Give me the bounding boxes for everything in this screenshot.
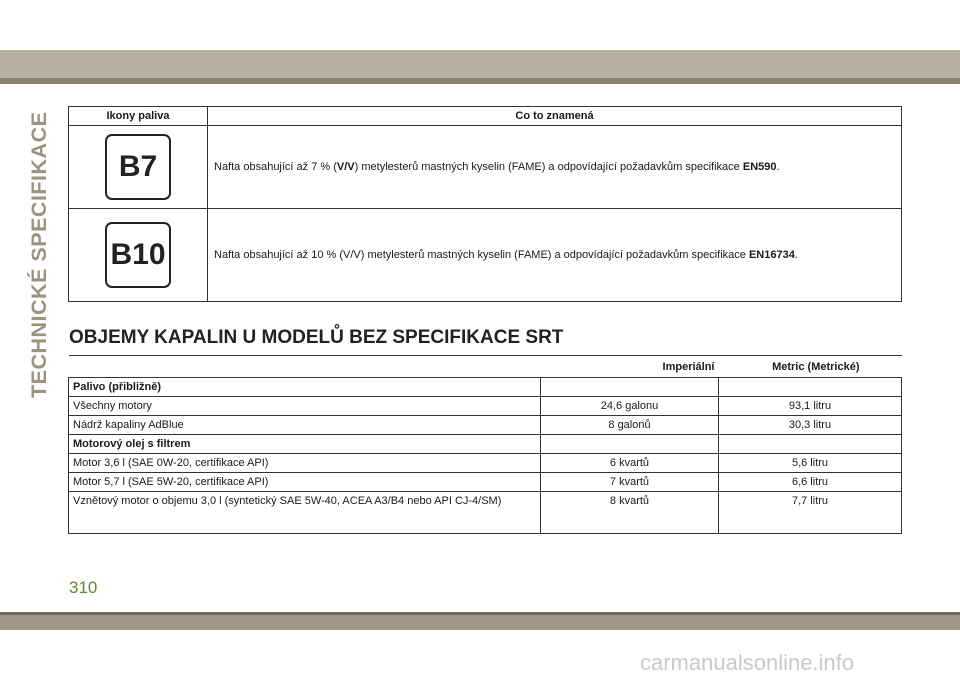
- imperial-value: [541, 378, 719, 397]
- table-row: [69, 378, 902, 397]
- footer-band: [0, 612, 960, 630]
- watermark-text: carmanualsonline.info: [640, 650, 855, 675]
- header-band: [0, 50, 960, 84]
- metric-value: 7,7 litru: [719, 492, 902, 534]
- footer-band-line: [0, 612, 960, 615]
- desc-text: Nafta obsahující až 7 % (: [214, 161, 337, 173]
- fuel-header-meaning: Co to znamená: [208, 107, 902, 126]
- metric-value: 30,3 litru: [719, 416, 902, 435]
- header-band-line: [0, 78, 960, 84]
- row-label: Palivo (přibližně): [69, 378, 541, 397]
- table-row: [69, 473, 902, 492]
- row-label: Motor 3,6 l (SAE 0W-20, certifikace API): [69, 454, 541, 473]
- header-item: [69, 356, 541, 378]
- b10-fuel-icon: B10: [105, 222, 171, 288]
- section-title: OBJEMY KAPALIN U MODELŮ BEZ SPECIFIKACE SRT: [69, 327, 564, 348]
- metric-value: 93,1 litru: [719, 397, 902, 416]
- fuel-row-b10: [69, 209, 902, 302]
- metric-value: [719, 435, 902, 454]
- row-label: Všechny motory: [69, 397, 541, 416]
- fuel-description-b7: [208, 126, 902, 209]
- fuel-icon-cell: [69, 126, 208, 209]
- desc-text: ) metylesterů mastných kyselin (FAME) a odpovídající požadavkům specifikace: [354, 161, 743, 173]
- imperial-value: [541, 435, 719, 454]
- capacities-header-row: [69, 356, 902, 378]
- table-row: [69, 435, 902, 454]
- b7-fuel-icon: B7: [105, 134, 171, 200]
- desc-bold: V/V: [336, 161, 355, 173]
- desc-text: .: [794, 249, 798, 261]
- fuel-header-icons: Ikony paliva: [69, 107, 208, 126]
- imperial-value: 24,6 galonu: [541, 397, 719, 416]
- row-label: Motor 5,7 l (SAE 5W-20, certifikace API): [69, 473, 541, 492]
- metric-value: 6,6 litru: [719, 473, 902, 492]
- imperial-value: 6 kvartů: [541, 454, 719, 473]
- header-metric: Metric (Metrické): [719, 356, 902, 378]
- fuel-icon-cell: [69, 209, 208, 302]
- row-label: Vznětový motor o objemu 3,0 l (syntetický SAE 5W-40, ACEA A3/B4 nebo API CJ-4/SM): [69, 492, 541, 534]
- fuel-row-b7: [69, 126, 902, 209]
- metric-value: 5,6 litru: [719, 454, 902, 473]
- fuel-icons-table: [68, 106, 902, 302]
- spec-code: EN590: [742, 161, 777, 173]
- table-row: [69, 454, 902, 473]
- fluid-capacities-table: [68, 355, 902, 534]
- spec-code: EN16734: [748, 249, 795, 261]
- imperial-value: 7 kvartů: [541, 473, 719, 492]
- imperial-value: 8 galonů: [541, 416, 719, 435]
- header-imperial: Imperiální: [541, 356, 719, 378]
- desc-text: .: [776, 161, 780, 173]
- metric-value: [719, 378, 902, 397]
- chapter-side-title: TECHNICKÉ SPECIFIKACE: [27, 111, 51, 398]
- row-label: Motorový olej s filtrem: [69, 435, 541, 454]
- table-row: [69, 397, 902, 416]
- table-row: [69, 416, 902, 435]
- fuel-description-b10: [208, 209, 902, 302]
- imperial-value: 8 kvartů: [541, 492, 719, 534]
- table-row: [69, 492, 902, 534]
- page-number: 310: [69, 578, 98, 597]
- row-label: Nádrž kapaliny AdBlue: [69, 416, 541, 435]
- desc-text: Nafta obsahující až 10 % (V/V) metylesterů mastných kyselin (FAME) a odpovídající požadavkům specifikace: [214, 249, 749, 261]
- fuel-table-header-row: [69, 107, 902, 126]
